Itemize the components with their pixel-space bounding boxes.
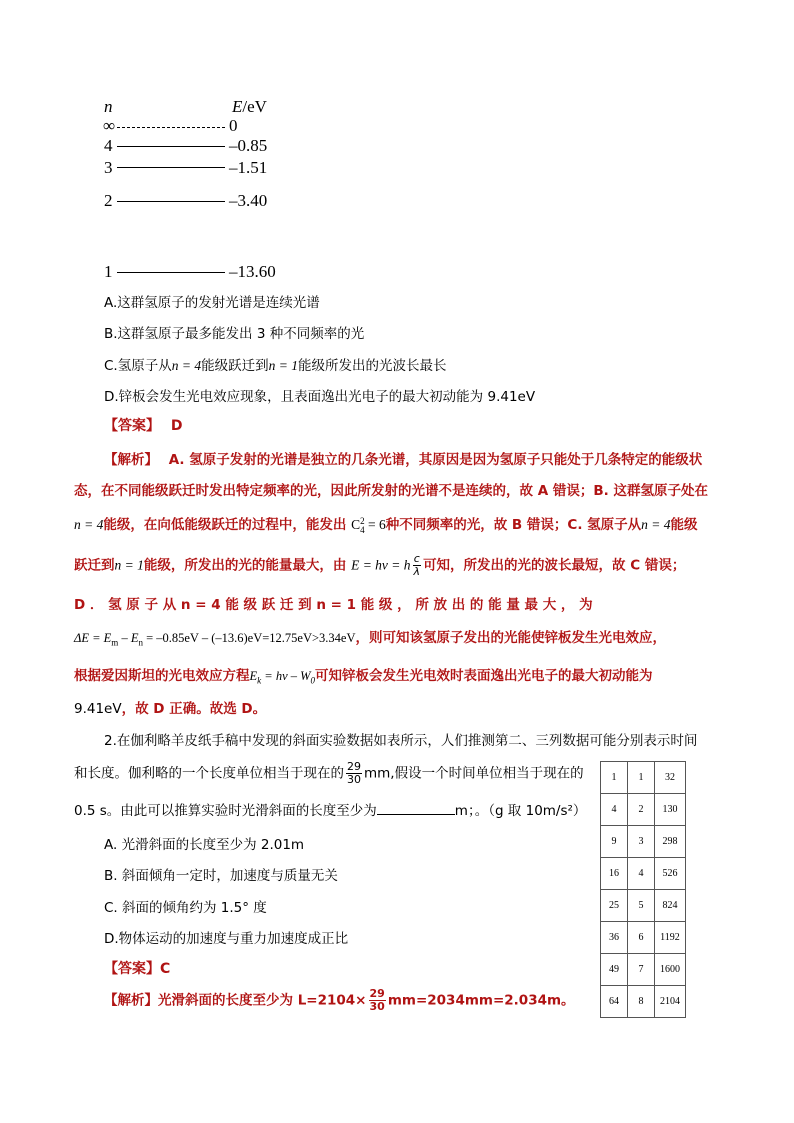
- q1-exp3-combination: [351, 515, 386, 535]
- q1-option-c: [104, 354, 446, 374]
- level-line-1: [117, 272, 225, 273]
- q1-option-b: B.这群氢原子最多能发出 3 种不同频率的光: [104, 326, 365, 342]
- q2-line2-frac-den: 30: [347, 773, 361, 786]
- table-cell: 6: [628, 922, 655, 954]
- table-cell: 2: [628, 794, 655, 826]
- q1-option-c-post: 能级所发出的光波长最长: [297, 358, 447, 374]
- q1-exp7-ek: E: [249, 669, 258, 683]
- level-n-1: 1: [104, 262, 113, 281]
- q1-exp3-n4b: n = 4: [641, 517, 671, 532]
- q2-exp-fraction: [369, 988, 386, 1013]
- q2-explanation-label: 【解析】: [104, 992, 158, 1009]
- q2-option-d: D.物体运动的加速度与重力加速度成正比: [104, 931, 349, 947]
- q1-exp6-formula: [74, 631, 356, 648]
- q1-exp3-comb-sup: 2: [360, 515, 365, 526]
- q1-exp3-comb-sub: 4: [360, 524, 365, 535]
- q1-exp8-tail: ，故 D 正确。故选 D。: [121, 701, 267, 717]
- table-cell: 7: [628, 954, 655, 986]
- q1-exp6-sub-n: n: [138, 637, 143, 648]
- q1-exp7-pre: 根据爱因斯坦的光电效应方程: [74, 668, 250, 684]
- q1-explanation-line-6: [74, 626, 666, 648]
- q1-explanation-line-1: [104, 448, 702, 468]
- level-line-3: [117, 167, 225, 168]
- q1-exp7-tail: 可知锌板会发生光电效时表面逸出光电子的最大初动能为: [315, 668, 653, 684]
- q1-exp8-value: 9.41eV: [74, 701, 122, 717]
- table-cell: 25: [601, 890, 628, 922]
- q1-exp4-tail: 可知，所发出的光的波长最短，故 C 错误；: [423, 557, 686, 574]
- table-cell: 1: [601, 762, 628, 794]
- table-cell: 526: [655, 858, 686, 890]
- level-n-infinity: ∞: [103, 116, 116, 135]
- q1-exp3-comb-c: C: [351, 517, 361, 532]
- q1-exp4-pre: 跃迁到: [74, 557, 115, 574]
- q2-exp-post: mm=2034mm=2.034m。: [387, 992, 575, 1009]
- q1-explanation-text-1: A. 氢原子发射的光谱是独立的几条光谱，其原因是因为氢原子只能处于几条特定的能级状: [168, 452, 703, 468]
- q1-exp7-formula: [249, 669, 316, 686]
- level-energy-4: –0.85: [229, 136, 268, 155]
- table-cell: 36: [601, 922, 628, 954]
- table-row: [601, 858, 686, 890]
- q1-explanation-line-5: D ． 氢 原 子 从 n = 4 能 级 跃 迁 到 n = 1 能 级 ， 所 放 出 的 能 量 最 大 ， 为: [74, 597, 593, 613]
- q2-answer: [104, 958, 170, 978]
- q2-answer-blank[interactable]: [377, 802, 455, 815]
- level-n-3: 3: [104, 158, 113, 177]
- q2-option-b: B. 斜面倾角一定时，加速度与质量无关: [104, 868, 338, 884]
- galileo-data-table: [600, 761, 686, 1018]
- level-energy-3: –1.51: [229, 158, 268, 177]
- table-cell: 1600: [655, 954, 686, 986]
- table-cell: 5: [628, 890, 655, 922]
- q1-answer: [104, 415, 183, 435]
- q1-exp4-mid: 能级，所发出的光的能量最大，由: [143, 557, 347, 574]
- q2-option-a: A. 光滑斜面的长度至少为 2.01m: [104, 837, 305, 853]
- q1-exp4-frac-num: c: [413, 552, 420, 565]
- n-axis-label: n: [104, 97, 113, 116]
- table-row: [601, 954, 686, 986]
- q1-option-c-pre: C.氢原子从: [104, 358, 172, 374]
- q1-exp6-delta-e: ΔE = E: [74, 631, 112, 645]
- q1-explanation-line-8: [74, 697, 266, 717]
- table-row: [601, 762, 686, 794]
- table-row: [601, 986, 686, 1018]
- table-cell: 2104: [655, 986, 686, 1018]
- table-cell: 298: [655, 826, 686, 858]
- q1-option-c-n1: n = 1: [268, 358, 298, 373]
- q2-line3-pre: 0.5 s。由此可以推算实验时光滑斜面的长度至少为: [74, 803, 377, 819]
- q1-option-c-mid: 能级跃迁到: [201, 358, 269, 374]
- q2-line2-fraction: [346, 761, 362, 786]
- q2-line3-post: m；。（g 取 10m/s²）: [454, 803, 587, 819]
- table-row: [601, 826, 686, 858]
- q1-explanation-label: 【解析】: [104, 452, 158, 468]
- q1-answer-value: D: [170, 418, 183, 434]
- energy-axis-label: [232, 97, 267, 117]
- table-row: [601, 794, 686, 826]
- energy-axis-label-var: E: [232, 97, 243, 116]
- q1-exp6-sub-m: m: [111, 637, 119, 648]
- q1-explanation-line-7: [74, 664, 653, 686]
- level-energy-2: –3.40: [229, 191, 268, 210]
- q1-exp3-tail: 种不同频率的光，故 B 错误；C. 氢原子从: [385, 517, 642, 533]
- q1-option-c-n4: n = 4: [171, 358, 202, 373]
- q2-option-c: C. 斜面的倾角约为 1.5° 度: [104, 900, 267, 916]
- q1-exp3-mid: 能级，在向低能级跃迁的过程中，能发出: [103, 517, 347, 533]
- q1-explanation-line-4: [74, 553, 685, 578]
- q2-stem-line-2: [74, 761, 584, 786]
- q1-exp4-formula: E = hν = h: [351, 557, 411, 573]
- q2-line2-pre: 和长度。伽利略的一个长度单位相当于现在的: [74, 765, 344, 782]
- q1-exp4-frac-den: λ: [413, 565, 421, 578]
- q2-line2-post: mm,假设一个时间单位相当于现在的: [364, 765, 584, 782]
- q1-exp6-minus-e: – E: [118, 631, 139, 645]
- q2-answer-value: C: [160, 961, 171, 977]
- table-cell: 32: [655, 762, 686, 794]
- table-cell: 9: [601, 826, 628, 858]
- q1-explanation-line-2: 态，在不同能级跃迁时发出特定频率的光，因此所发射的光谱不是连续的，故 A 错误；B. 这群氢原子处在: [74, 483, 708, 499]
- q1-exp7-sub-k: k: [257, 675, 262, 686]
- table-cell: 4: [601, 794, 628, 826]
- table-cell: 1192: [655, 922, 686, 954]
- q1-exp3-n4: n = 4: [74, 517, 104, 532]
- table-cell: 8: [628, 986, 655, 1018]
- q1-exp3-end: 能级: [670, 517, 698, 533]
- table-cell: 130: [655, 794, 686, 826]
- q2-exp-pre: 光滑斜面的长度至少为 L=2104×: [158, 992, 367, 1009]
- table-cell: 3: [628, 826, 655, 858]
- level-energy-infinity: 0: [229, 116, 238, 135]
- q2-explanation: [104, 988, 575, 1013]
- q1-exp7-sub-0: 0: [310, 675, 316, 686]
- level-n-4: 4: [104, 136, 113, 155]
- level-n-2: 2: [104, 191, 113, 210]
- q2-answer-label: 【答案】: [104, 961, 160, 977]
- q1-exp3-comb-eq: = 6: [364, 517, 386, 532]
- level-line-4: [117, 146, 225, 147]
- q2-stem-line-1: 2.在伽利略羊皮纸手稿中发现的斜面实验数据如表所示，人们推测第二、三列数据可能分别表示时间: [104, 733, 698, 749]
- table-cell: 1: [628, 762, 655, 794]
- level-line-infinity: [117, 127, 225, 128]
- table-cell: 824: [655, 890, 686, 922]
- q1-option-d: D.锌板会发生光电效应现象，且表面逸出光电子的最大初动能为 9.41eV: [104, 389, 536, 405]
- table-cell: 4: [628, 858, 655, 890]
- q1-option-a: A.这群氢原子的发射光谱是连续光谱: [104, 295, 320, 311]
- table-row: [601, 922, 686, 954]
- q1-exp4-fraction: [413, 553, 422, 578]
- q2-line2-frac-num: 29: [347, 760, 361, 773]
- q2-exp-frac-den: 30: [369, 1000, 385, 1013]
- q1-exp4-n1: n = 1: [114, 557, 144, 573]
- level-energy-1: –13.60: [229, 262, 276, 281]
- table-row: [601, 890, 686, 922]
- table-cell: 64: [601, 986, 628, 1018]
- table-cell: 16: [601, 858, 628, 890]
- q1-exp7-hv-w: = hν – W: [261, 669, 311, 683]
- q1-answer-label: 【答案】: [104, 418, 160, 434]
- q1-exp6-values: = –0.85eV – (–13.6)eV=12.75eV>3.34eV: [142, 631, 356, 645]
- q2-stem-line-3: [74, 799, 586, 819]
- table-cell: 49: [601, 954, 628, 986]
- energy-axis-label-unit: /eV: [242, 97, 267, 116]
- q2-exp-frac-num: 29: [369, 987, 385, 1000]
- q1-exp6-tail: ，则可知该氢原子发出的光能使锌板发生光电效应，: [355, 630, 667, 646]
- q1-explanation-line-3: [74, 513, 698, 535]
- level-line-2: [117, 201, 225, 202]
